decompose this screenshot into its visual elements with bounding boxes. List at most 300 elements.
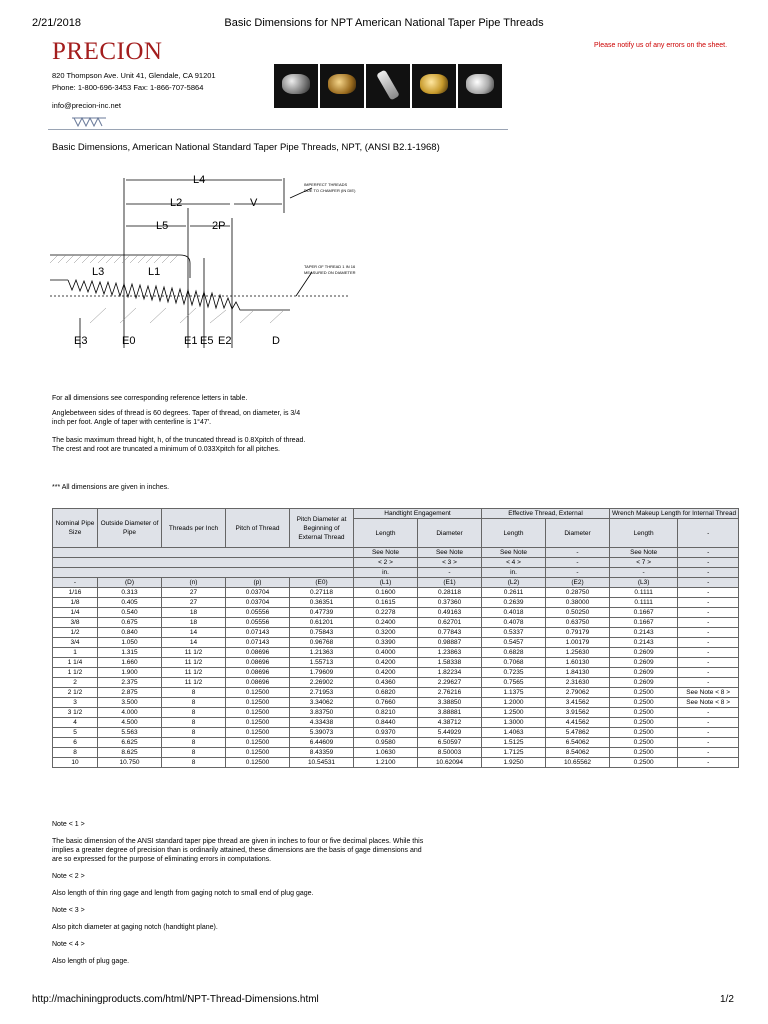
table-cell: 6.54062: [546, 738, 610, 748]
table-cell: 0.7660: [354, 698, 418, 708]
table-row: [53, 678, 739, 688]
table-row: [53, 688, 739, 698]
company-address: [52, 70, 216, 94]
table-cell: -: [53, 578, 98, 588]
table-cell: 0.7565: [482, 678, 546, 688]
table-cell: 5: [53, 728, 98, 738]
table-cell: 1.900: [98, 668, 162, 678]
table-cell: 0.8210: [354, 708, 418, 718]
table-cell: 11 1/2: [162, 658, 226, 668]
table-cell: in.: [354, 568, 418, 578]
table-cell: 8: [162, 728, 226, 738]
table-cell: 0.1667: [610, 618, 678, 628]
table-cell: See Note: [482, 548, 546, 558]
table-cell: 10.54531: [290, 758, 354, 768]
diagram-note-imperfect: IMPERFECT THREADS: [304, 182, 348, 187]
table-cell: 0.4000: [354, 648, 418, 658]
table-cell: 1 1/2: [53, 668, 98, 678]
table-cell: 0.08696: [226, 668, 290, 678]
product-thumbnail[interactable]: [412, 64, 456, 108]
table-row: [53, 598, 739, 608]
table-cell: -: [678, 608, 739, 618]
table-cell: 1.00179: [546, 638, 610, 648]
table-cell: 1.315: [98, 648, 162, 658]
company-logo[interactable]: PRECION: [52, 38, 163, 65]
table-cell: 6.50597: [418, 738, 482, 748]
table-cell: 0.27118: [290, 588, 354, 598]
col-length: Length: [482, 519, 546, 548]
table-cell: (n): [162, 578, 226, 588]
table-cell: 10: [53, 758, 98, 768]
table-cell: 3.500: [98, 698, 162, 708]
diagram-label-v: V: [250, 197, 258, 209]
table-row: [53, 748, 739, 758]
table-cell: 0.05556: [226, 608, 290, 618]
product-image: [466, 74, 494, 94]
table-cell: 1.5125: [482, 738, 546, 748]
table-cell: -: [678, 748, 739, 758]
table-cell: 4.000: [98, 708, 162, 718]
thread-height-note: [52, 436, 352, 454]
diagram-label-l5: L5: [156, 220, 169, 232]
diagram-label-l4: L4: [193, 174, 206, 186]
table-cell: 3/4: [53, 638, 98, 648]
table-cell: 0.1667: [610, 608, 678, 618]
table-subheader-row: [53, 548, 739, 558]
group-effective-thread: Effective Thread, External: [482, 509, 610, 519]
header-divider: [48, 129, 508, 130]
table-cell: 1.7125: [482, 748, 546, 758]
table-cell: 5.47862: [546, 728, 610, 738]
diagram-label-e2: E2: [218, 335, 232, 347]
note-title: Note < 3 >: [52, 907, 85, 914]
table-cell: 0.38000: [546, 598, 610, 608]
table-cell: 0.08696: [226, 648, 290, 658]
product-thumbnail[interactable]: [274, 64, 318, 108]
group-wrench-makeup: Wrench Makeup Length for Internal Thread: [610, 509, 739, 519]
table-cell: 1/16: [53, 588, 98, 598]
page-number: 1/2: [720, 994, 734, 1005]
table-cell: 4.41562: [546, 718, 610, 728]
table-cell: 0.05556: [226, 618, 290, 628]
table-row: [53, 608, 739, 618]
diagram-label-e0: E0: [122, 335, 136, 347]
diagram-label-d: D: [272, 335, 280, 347]
table-cell: -: [678, 678, 739, 688]
table-cell: 0.49163: [418, 608, 482, 618]
table-cell: 0.77843: [418, 628, 482, 638]
table-cell: 0.12500: [226, 718, 290, 728]
table-cell: -: [678, 738, 739, 748]
col-pitch-diameter: Pitch Diameter at Beginning of External Thread: [290, 509, 354, 548]
table-cell: 8: [162, 758, 226, 768]
table-cell: See Note: [418, 548, 482, 558]
table-cell: -: [546, 568, 610, 578]
table-cell: 2 1/2: [53, 688, 98, 698]
address-line: 820 Thompson Ave. Unit 41, Glendale, CA 91201: [52, 71, 216, 80]
footer-url: http://machiningproducts.com/html/NPT-Thread-Dimensions.html: [32, 994, 319, 1005]
table-cell: -: [678, 708, 739, 718]
table-cell: 8: [162, 718, 226, 728]
table-cell: 3.38850: [418, 698, 482, 708]
table-cell: 0.2500: [610, 738, 678, 748]
page-title: Basic Dimensions, American National Standard Taper Pipe Threads, NPT, (ANSI B2.1-1968): [52, 142, 440, 153]
table-row: [53, 758, 739, 768]
table-cell: 5.39073: [290, 728, 354, 738]
table-subheader-row: [53, 568, 739, 578]
table-cell: 0.12500: [226, 728, 290, 738]
table-cell: 0.2500: [610, 758, 678, 768]
product-thumbnail[interactable]: [458, 64, 502, 108]
text-line: Anglebetween sides of thread is 60 degrees. Taper of thread, on diameter, is 3/4: [52, 410, 301, 417]
table-cell: 2.31630: [546, 678, 610, 688]
table-cell: 11 1/2: [162, 668, 226, 678]
table-cell: 0.28118: [418, 588, 482, 598]
table-cell: 3.83750: [290, 708, 354, 718]
table-cell: 0.4078: [482, 618, 546, 628]
table-row: [53, 698, 739, 708]
table-cell: 3 1/2: [53, 708, 98, 718]
table-cell: See Note: [610, 548, 678, 558]
table-cell: 2.875: [98, 688, 162, 698]
table-cell: See Note < 8 >: [678, 698, 739, 708]
table-cell: 0.5337: [482, 628, 546, 638]
reference-note: For all dimensions see corresponding reference letters in table.: [52, 395, 248, 402]
table-row: [53, 588, 739, 598]
table-cell: -: [678, 648, 739, 658]
table-cell: -: [678, 598, 739, 608]
table-cell: See Note < 8 >: [678, 688, 739, 698]
table-cell: 1.4063: [482, 728, 546, 738]
table-cell: 8.50003: [418, 748, 482, 758]
thread-angle-note: [52, 409, 352, 427]
table-cell: 0.96768: [290, 638, 354, 648]
table-row: [53, 618, 739, 628]
table-cell: 0.03704: [226, 588, 290, 598]
col-length: Length: [610, 519, 678, 548]
table-cell: 0.8440: [354, 718, 418, 728]
table-cell: 0.2500: [610, 688, 678, 698]
text-line: The crest and root are truncated a minimum of 0.033Xpitch for all pitches.: [52, 446, 281, 453]
table-cell: 1.84130: [546, 668, 610, 678]
table-cell: 0.28750: [546, 588, 610, 598]
table-cell: 0.07143: [226, 628, 290, 638]
table-cell: 1.60130: [546, 658, 610, 668]
table-cell: 27: [162, 588, 226, 598]
table-cell: 0.2500: [610, 708, 678, 718]
table-cell: 3.34062: [290, 698, 354, 708]
table-row: [53, 668, 739, 678]
table-cell: -: [546, 558, 610, 568]
table-cell: 0.2639: [482, 598, 546, 608]
table-cell: 8: [162, 698, 226, 708]
table-cell: 1.58338: [418, 658, 482, 668]
table-cell: -: [678, 558, 739, 568]
table-cell: 2.76216: [418, 688, 482, 698]
table-row: [53, 728, 739, 738]
table-cell: 1.2000: [482, 698, 546, 708]
table-cell: 1.1375: [482, 688, 546, 698]
table-cell: 0.12500: [226, 748, 290, 758]
table-cell: 0.1615: [354, 598, 418, 608]
table-cell: < 4 >: [482, 558, 546, 568]
table-cell: 3: [53, 698, 98, 708]
table-cell: 0.4200: [354, 658, 418, 668]
table-cell: 4: [53, 718, 98, 728]
error-notice-link[interactable]: Please notify us of any errors on the sheet.: [594, 42, 728, 49]
product-thumbnails: [274, 64, 502, 108]
table-cell: 0.2143: [610, 628, 678, 638]
table-cell: (L1): [354, 578, 418, 588]
table-cell: < 2 >: [354, 558, 418, 568]
table-cell: 0.12500: [226, 738, 290, 748]
table-cell: 0.47739: [290, 608, 354, 618]
notes-section: [52, 820, 432, 974]
table-cell: 1.3000: [482, 718, 546, 728]
table-cell: 0.2143: [610, 638, 678, 648]
table-cell: 14: [162, 628, 226, 638]
table-cell: -: [678, 578, 739, 588]
table-cell: 0.2609: [610, 658, 678, 668]
table-cell: 0.63750: [546, 618, 610, 628]
table-cell: 0.6828: [482, 648, 546, 658]
table-cell: 0.12500: [226, 688, 290, 698]
table-cell: 1.79609: [290, 668, 354, 678]
table-cell: 0.12500: [226, 708, 290, 718]
table-header-row: [53, 509, 739, 519]
diagram-label-2p: 2P: [212, 220, 226, 232]
table-cell: (D): [98, 578, 162, 588]
col-outside-diameter: Outside Diameter of Pipe: [98, 509, 162, 548]
table-cell: -: [678, 548, 739, 558]
table-cell: 3.91562: [546, 708, 610, 718]
note-text: Also length of plug gage.: [52, 958, 130, 965]
table-cell: -: [678, 628, 739, 638]
table-row: [53, 718, 739, 728]
table-cell: (E1): [418, 578, 482, 588]
table-cell: 0.36351: [290, 598, 354, 608]
table-cell: 1: [53, 648, 98, 658]
table-cell: -: [678, 658, 739, 668]
product-thumbnail[interactable]: [320, 64, 364, 108]
table-cell: 0.2400: [354, 618, 418, 628]
table-cell: 2: [53, 678, 98, 688]
table-cell: 8: [162, 688, 226, 698]
table-cell: < 7 >: [610, 558, 678, 568]
table-cell: 3/8: [53, 618, 98, 628]
table-cell: 0.7068: [482, 658, 546, 668]
table-cell: 0.2500: [610, 698, 678, 708]
table-cell: 6: [53, 738, 98, 748]
product-image: [282, 74, 310, 94]
table-cell: 1.660: [98, 658, 162, 668]
diagram-note-taper: TAPER OF THREAD 1 IN 16: [304, 264, 356, 269]
table-cell: 1.2500: [482, 708, 546, 718]
table-cell: 0.2278: [354, 608, 418, 618]
table-cell: 0.08696: [226, 658, 290, 668]
table-cell: 6.44609: [290, 738, 354, 748]
table-cell: 8: [162, 708, 226, 718]
table-cell: 0.9370: [354, 728, 418, 738]
diagram-note-imperfect: DUE TO CHAMFER (IN DIE): [304, 188, 356, 193]
table-cell: 0.3390: [354, 638, 418, 648]
diagram-label-l2: L2: [170, 197, 183, 209]
table-cell: 1.21363: [290, 648, 354, 658]
table-cell: -: [678, 758, 739, 768]
table-cell: [53, 558, 354, 568]
product-image: [328, 74, 356, 94]
table-cell: 0.4018: [482, 608, 546, 618]
table-cell: 1.050: [98, 638, 162, 648]
table-cell: 0.5457: [482, 638, 546, 648]
table-cell: 0.405: [98, 598, 162, 608]
print-date: 2/21/2018: [32, 17, 81, 29]
table-cell: 0.540: [98, 608, 162, 618]
table-subheader-row: [53, 558, 739, 568]
table-cell: 1.55713: [290, 658, 354, 668]
note-title: Note < 4 >: [52, 941, 85, 948]
table-cell: 0.840: [98, 628, 162, 638]
phone-line: Phone: 1-800-696-3453 Fax: 1-866-707-5864: [52, 83, 204, 92]
table-cell: 8.43359: [290, 748, 354, 758]
table-cell: 2.29627: [418, 678, 482, 688]
table-cell: 0.2500: [610, 718, 678, 728]
table-cell: 3.41562: [546, 698, 610, 708]
table-cell: (L3): [610, 578, 678, 588]
table-cell: 0.4200: [354, 668, 418, 678]
text-line: inch per foot. Angle of taper with centerline is 1°47'.: [52, 419, 212, 426]
units-note: *** All dimensions are given in inches.: [52, 484, 170, 491]
table-cell: 0.1111: [610, 598, 678, 608]
col-dash: -: [678, 519, 739, 548]
table-row: [53, 648, 739, 658]
table-cell: 18: [162, 608, 226, 618]
table-row: [53, 658, 739, 668]
thread-logo-icon: [72, 116, 106, 128]
table-cell: 0.98887: [418, 638, 482, 648]
table-cell: 10.750: [98, 758, 162, 768]
table-cell: 0.03704: [226, 598, 290, 608]
table-cell: -: [678, 618, 739, 628]
note-title: Note < 2 >: [52, 873, 85, 880]
text-line: The basic maximum thread hight, h, of the truncated thread is 0.8Xpitch of thread.: [52, 437, 306, 444]
col-nominal-size: Nominal Pipe Size: [53, 509, 98, 548]
table-cell: 4.33438: [290, 718, 354, 728]
product-thumbnail[interactable]: [366, 64, 410, 108]
table-cell: 18: [162, 618, 226, 628]
table-cell: 0.12500: [226, 758, 290, 768]
table-cell: 0.313: [98, 588, 162, 598]
table-cell: 0.07143: [226, 638, 290, 648]
table-cell: 0.2500: [610, 728, 678, 738]
product-image: [420, 74, 448, 94]
note-text: Also length of thin ring gage and length from gaging notch to small end of plug gage.: [52, 890, 314, 897]
print-title: Basic Dimensions for NPT American National Taper Pipe Threads: [224, 17, 544, 29]
table-cell: 0.3200: [354, 628, 418, 638]
table-cell: 0.1600: [354, 588, 418, 598]
table-cell: 0.75843: [290, 628, 354, 638]
table-cell: 1.25630: [546, 648, 610, 658]
diagram-note-taper: MEASURED ON DIAMETER: [304, 270, 356, 275]
table-cell: (E2): [546, 578, 610, 588]
table-cell: 11 1/2: [162, 678, 226, 688]
table-cell: 10.62094: [418, 758, 482, 768]
table-cell: 1.0630: [354, 748, 418, 758]
table-cell: 1 1/4: [53, 658, 98, 668]
table-cell: in.: [482, 568, 546, 578]
table-cell: 11 1/2: [162, 648, 226, 658]
table-cell: 0.2611: [482, 588, 546, 598]
table-cell: 0.1111: [610, 588, 678, 598]
table-cell: 0.2609: [610, 648, 678, 658]
table-cell: -: [678, 718, 739, 728]
table-cell: -: [610, 568, 678, 578]
diagram-label-l1: L1: [148, 266, 161, 278]
table-cell: 6.625: [98, 738, 162, 748]
table-cell: 0.50250: [546, 608, 610, 618]
table-cell: 10.65562: [546, 758, 610, 768]
col-pitch: Pitch of Thread: [226, 509, 290, 548]
diagram-label-l3: L3: [92, 266, 105, 278]
table-cell: 0.4360: [354, 678, 418, 688]
table-cell: 0.62701: [418, 618, 482, 628]
table-cell: 0.9580: [354, 738, 418, 748]
table-cell: 0.61201: [290, 618, 354, 628]
table-cell: -: [418, 568, 482, 578]
table-cell: -: [546, 548, 610, 558]
table-reference-row: [53, 578, 739, 588]
table-cell: 0.2500: [610, 748, 678, 758]
table-cell: 0.79179: [546, 628, 610, 638]
table-cell: 1/2: [53, 628, 98, 638]
table-cell: 2.79062: [546, 688, 610, 698]
table-cell: 2.375: [98, 678, 162, 688]
table-cell: 2.71953: [290, 688, 354, 698]
note-text: Also pitch diameter at gaging notch (handtight plane).: [52, 924, 218, 931]
table-row: [53, 628, 739, 638]
table-cell: -: [678, 668, 739, 678]
table-cell: 0.7235: [482, 668, 546, 678]
table-row: [53, 738, 739, 748]
table-row: [53, 638, 739, 648]
group-handtight: Handtight Engagement: [354, 509, 482, 519]
table-row: [53, 708, 739, 718]
table-cell: (L2): [482, 578, 546, 588]
table-cell: 1.2100: [354, 758, 418, 768]
email-link[interactable]: info@precion-inc.net: [52, 101, 121, 110]
table-cell: 8: [53, 748, 98, 758]
col-diameter: Diameter: [418, 519, 482, 548]
table-cell: 0.675: [98, 618, 162, 628]
table-cell: 0.2609: [610, 668, 678, 678]
table-cell: 0.08696: [226, 678, 290, 688]
note-title: Note < 1 >: [52, 821, 85, 828]
table-cell: 14: [162, 638, 226, 648]
table-cell: 1.82234: [418, 668, 482, 678]
npt-thread-diagram: [50, 168, 370, 358]
diagram-label-e3: E3: [74, 335, 88, 347]
diagram-label-e5: E5: [200, 335, 214, 347]
table-cell: 8: [162, 748, 226, 758]
table-cell: 8.54062: [546, 748, 610, 758]
table-cell: 8: [162, 738, 226, 748]
table-cell: 0.12500: [226, 698, 290, 708]
table-cell: 2.26902: [290, 678, 354, 688]
table-cell: [53, 568, 354, 578]
table-cell: 0.2609: [610, 678, 678, 688]
col-threads-per-inch: Threads per Inch: [162, 509, 226, 548]
diagram-label-e1: E1: [184, 335, 198, 347]
